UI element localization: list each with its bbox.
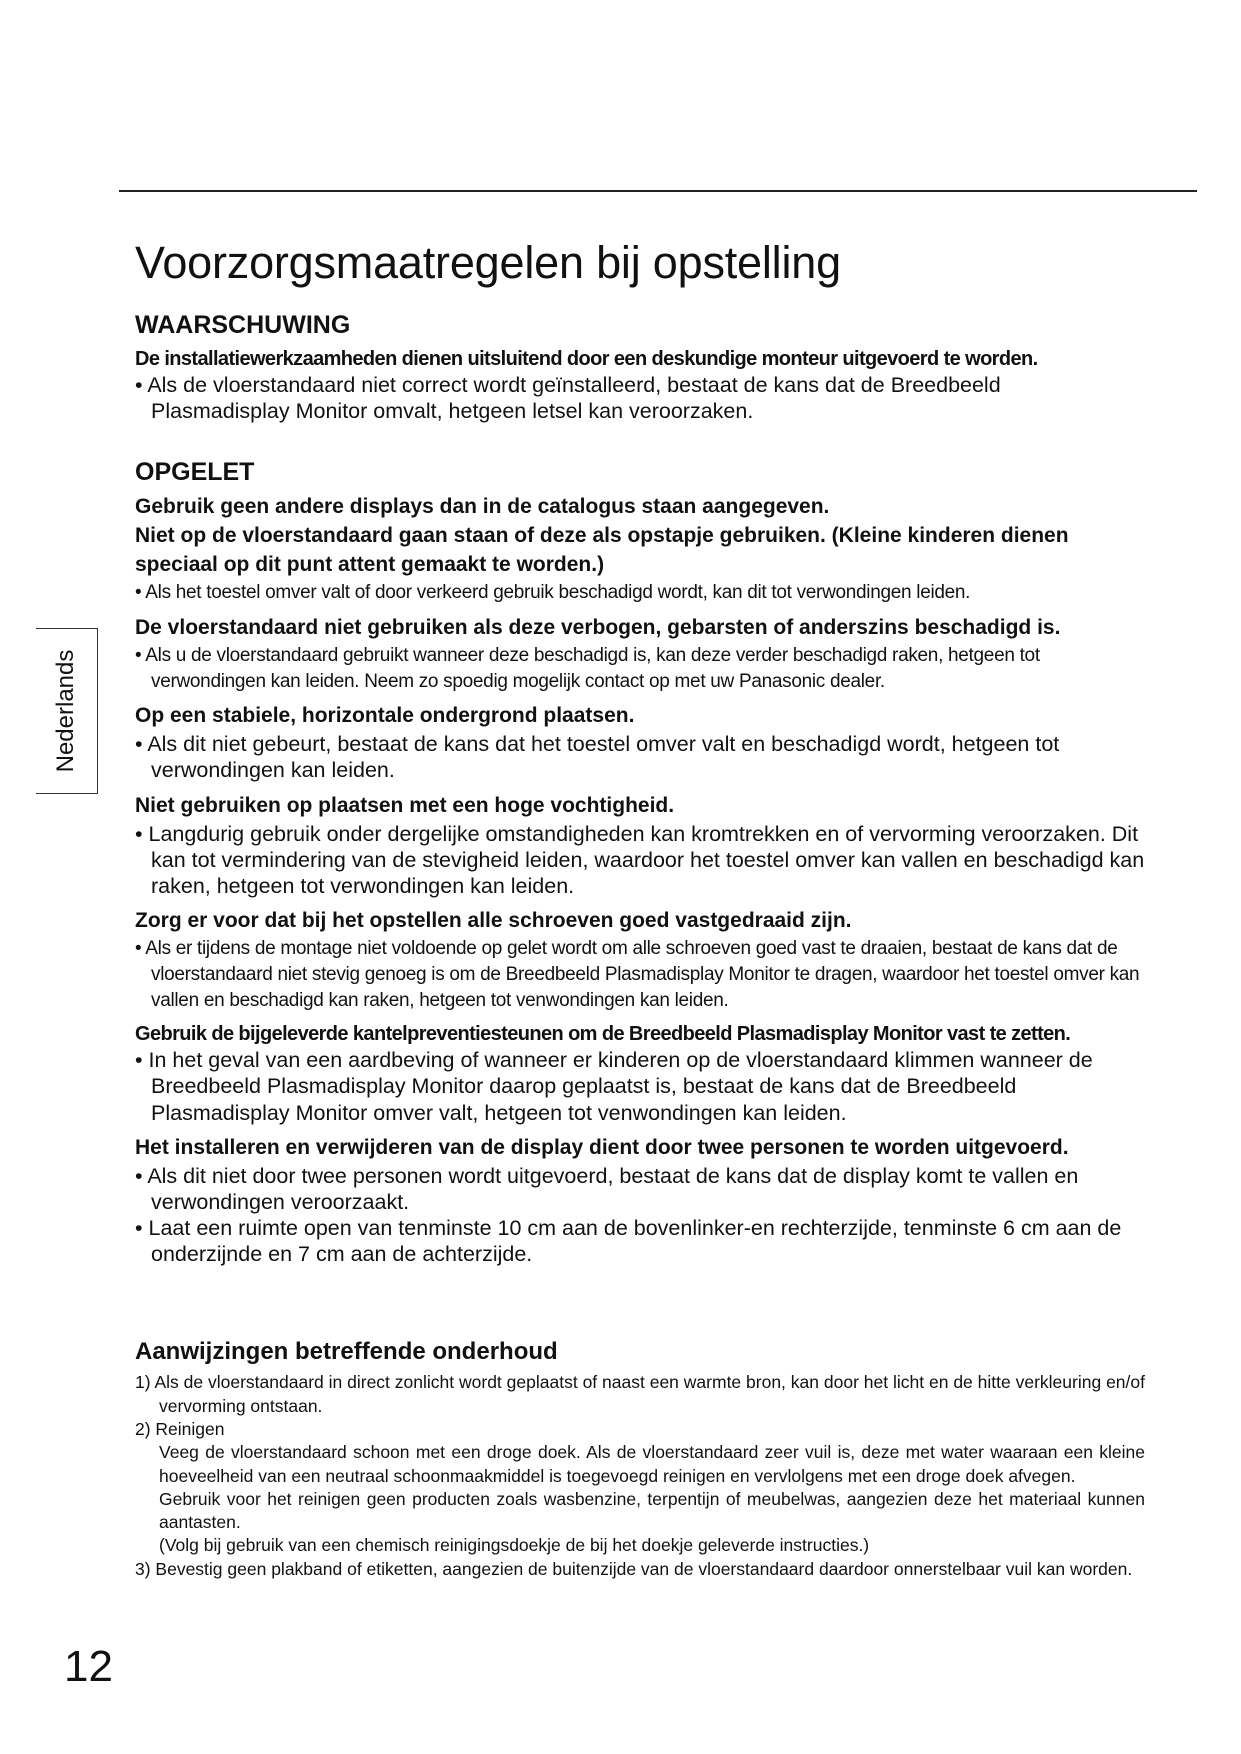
maintenance-section — [135, 1338, 1145, 1581]
caution-item-bullet: • Langdurig gebruik onder dergelijke omstandigheden kan kromtrekken en of vervorming veroorzaken. Dit kan tot vermindering van de stevigheid leiden, waardoor het toestel omver kan vallen en beschadigd kan raken, hetgeen tot verwondingen kan leiden. — [135, 821, 1145, 899]
page-number: 12 — [64, 1642, 113, 1691]
caution-item-bullet: • Als dit niet door twee personen wordt uitgevoerd, bestaat de kans dat de display komt te vallen en verwondingen veroorzaakt. — [135, 1163, 1079, 1214]
caution-item-bold: Gebruik de bijgeleverde kantelpreventiesteunen om de Breedbeeld Plasmadisplay Monitor vast te zetten. — [135, 1023, 1071, 1046]
caution-item-bold: De vloerstandaard niet gebruiken als deze verbogen, gebarsten of anderszins beschadigd is. — [135, 615, 1061, 639]
maintenance-item-1: 1) Als de vloerstandaard in direct zonlicht wordt geplaatst of naast een warmte bron, kan door het licht en de hitte verkleuring en/of vervorming ontstaan. — [135, 1372, 1145, 1416]
caution-item-bold: Op een stabiele, horizontale ondergrond plaatsen. — [135, 704, 635, 728]
maintenance-item-2-text: (Volg bij gebruik van een chemisch reinigingsdoekje de bij het doekje geleverde instructies.) — [159, 1535, 870, 1556]
caution-item-bullet: • Als er tijdens de montage niet voldoende op gelet wordt om alle schroeven goed vast te draaien, bestaat de kans dat de vloerstandaard niet stevig genoeg is om de Breedbeeld Plasmadisplay Monitor te dragen, waardoor het toestel omver kan vallen en beschadigd kan raken, hetgeen tot venwondingen kan leiden. — [135, 938, 1140, 1011]
caution-item-bullet: • Als dit niet gebeurt, bestaat de kans dat het toestel omver valt en beschadigd wordt, hetgeen tot verwondingen kan leiden. — [135, 732, 1060, 783]
warning-heading: WAARSCHUWING — [135, 311, 351, 339]
caution-item-bold: Het installeren en verwijderen van de display dient door twee personen te worden uitgevoerd. — [135, 1135, 1069, 1159]
caution-item-bold: Niet gebruiken op plaatsen met een hoge vochtigheid. — [135, 793, 675, 817]
page-title: Voorzorgsmaatregelen bij opstelling — [135, 237, 841, 288]
maintenance-item-2-label: 2) Reinigen — [135, 1418, 225, 1439]
top-rule — [119, 190, 1197, 192]
caution-item-bullet: • Als u de vloerstandaard gebruikt wanneer deze beschadigd is, kan deze verder beschadigd raken, hetgeen tot verwondingen kan leiden. Neem zo spoedig mogelijk contact op met uw Panasonic dealer. — [135, 644, 1040, 692]
language-label: Nederlands — [52, 649, 79, 773]
maintenance-item-3: 3) Bevestig geen plakband of etiketten, aangezien de buitenzijde van de vloerstandaard daardoor onnerstelbaar vuil kan worden. — [135, 1558, 1133, 1579]
caution-heading: OPGELET — [135, 458, 255, 487]
warning-bullet: • Als de vloerstandaard niet correct wordt geïnstalleerd, bestaat de kans dat de Breedbeeld Plasmadisplay Monitor omvalt, hetgeen letsel kan veroorzaken. — [135, 373, 1001, 424]
maintenance-item-2-text: Veeg de vloerstandaard schoon met een droge doek. Als de vloerstandaard zeer vuil is, deze met water waaraan een kleine hoeveelheid van een neutraal schoonmaakmiddel is toegevoegd reinigen en vervlolgens met een droge doek afvegen. — [159, 1442, 1145, 1486]
main-content — [135, 236, 1145, 1581]
caution-item-bold: Zorg er voor dat bij het opstellen alle schroeven goed vastgedraaid zijn. — [135, 909, 852, 933]
caution-item-bullet: • Als het toestel omver valt of door verkeerd gebruik beschadigd wordt, kan dit tot verwondingen leiden. — [135, 582, 971, 604]
caution-item-bullet: • Laat een ruimte open van tenminste 10 cm aan de bovenlinker-en rechterzijde, tenminste 6 cm aan de onderzijnde en 7 cm aan de achterzijde. — [135, 1216, 1122, 1267]
maintenance-heading: Aanwijzingen betreffende onderhoud — [135, 1337, 558, 1365]
warning-section — [135, 310, 1145, 424]
maintenance-item-2-text: Gebruik voor het reinigen geen producten zoals wasbenzine, terpentijn of meubelwas, aangezien deze het materiaal kunnen aantasten. — [159, 1488, 1145, 1533]
warning-bold: De installatiewerkzaamheden dienen uitsluitend door een deskundige monteur uitgevoerd te worden. — [135, 348, 1038, 370]
caution-item-bold: Gebruik geen andere displays dan in de catalogus staan aangegeven. Niet op de vloerstandaard gaan staan of deze als opstapje gebruiken. (Kleine kinderen dienen speciaal op dit punt attent gemaakt te worden.) — [135, 495, 1069, 577]
caution-section — [135, 457, 1145, 1267]
language-side-tab — [36, 628, 98, 794]
caution-item-bullet: • In het geval van een aardbeving of wanneer er kinderen op de vloerstandaard klimmen wanneer de Breedbeeld Plasmadisplay Monitor daarop geplaatst is, bestaat de kans dat de Breedbeeld Plasmadisplay Monitor omver valt, hetgeen tot venwondingen kan leiden. — [135, 1048, 1093, 1125]
